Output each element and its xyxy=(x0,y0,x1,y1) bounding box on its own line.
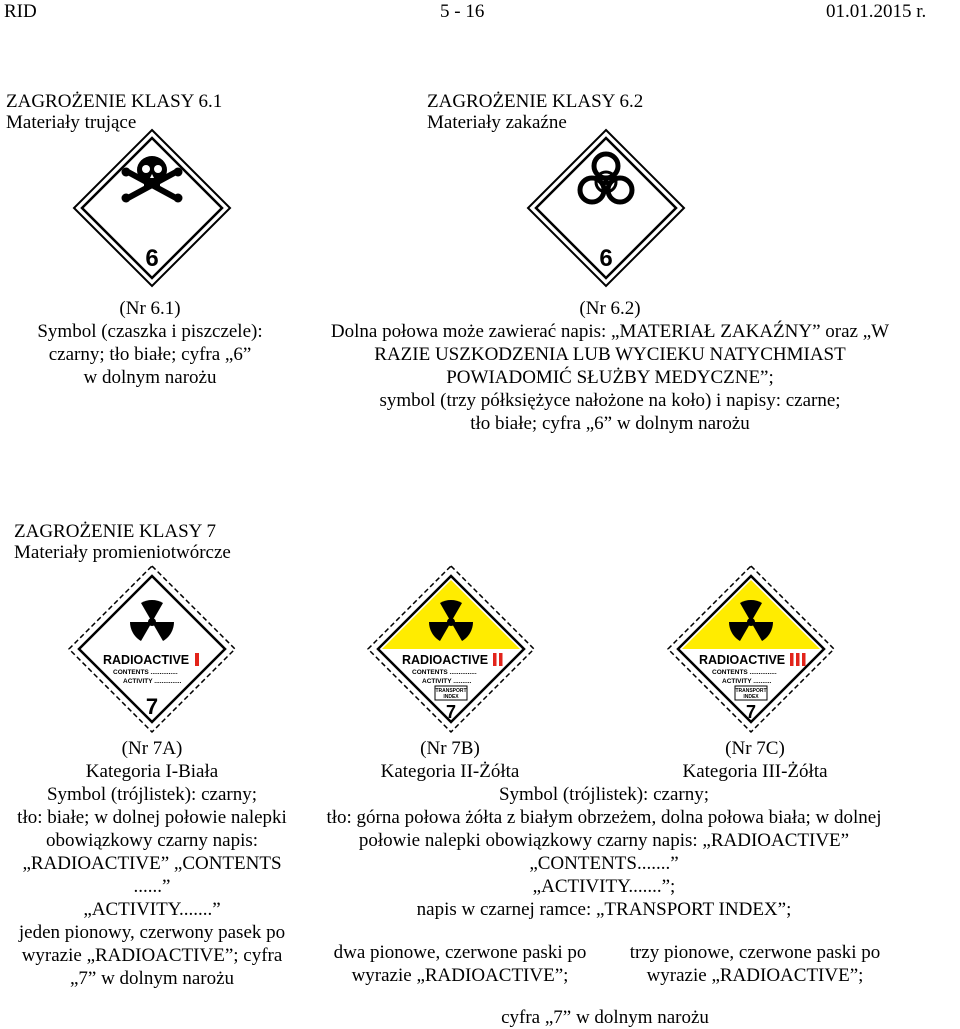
caption-line: „ACTIVITY.......” xyxy=(83,899,221,920)
class7a-caption xyxy=(0,737,304,990)
activity-text: ACTIVITY ............... xyxy=(123,678,182,685)
caption-line: (Nr 7B) xyxy=(420,738,480,759)
caption-line: (Nr 6.1) xyxy=(119,298,181,319)
caption-line: czarny; tło białe; cyfra „6” xyxy=(48,344,252,365)
caption-line: (Nr 7A) xyxy=(121,738,183,759)
caption-line: jeden pionowy, czerwony pasek po xyxy=(18,922,286,943)
class7bc-caption xyxy=(304,783,904,921)
class7a-label-number: 7 xyxy=(145,694,159,719)
caption-line: „7” w dolnym narożu xyxy=(69,968,235,989)
class62-subtitle: Materiały zakaźne xyxy=(427,112,567,133)
class62-caption xyxy=(300,297,920,435)
caption-line: wyrazie „RADIOACTIVE”; xyxy=(646,965,864,986)
class62-label-number: 6 xyxy=(599,245,613,272)
contents-text: CONTENTS ............... xyxy=(412,669,477,676)
index-text: INDEX xyxy=(743,694,759,700)
caption-line: Dolna połowa może zawierać napis: „MATERIAŁ ZAKAŹNY” oraz „W xyxy=(330,321,890,342)
caption-line: „CONTENTS.......” xyxy=(529,853,679,874)
caption-line: Symbol (czaszka i piszczele): xyxy=(37,321,263,342)
class7c-label-number: 7 xyxy=(745,702,757,722)
red-stripe xyxy=(802,653,806,666)
caption-line: Symbol (trójlistek): czarny; xyxy=(498,784,709,805)
activity-text: ACTIVITY .......... xyxy=(422,678,472,685)
caption-line: (Nr 7C) xyxy=(725,738,785,759)
class61-subtitle: Materiały trujące xyxy=(6,112,137,133)
class61-label xyxy=(72,128,232,288)
class7-subtitle: Materiały promieniotwórcze xyxy=(14,542,231,563)
red-stripe xyxy=(195,653,199,666)
class62-title: ZAGROŻENIE KLASY 6.2 xyxy=(427,91,644,112)
class7-footer: cyfra „7” w dolnym narożu xyxy=(501,1007,709,1028)
class7c-caption-tail xyxy=(600,941,910,987)
caption-line: symbol (trzy półksiężyce nałożone na koło) i napisy: czarne; xyxy=(379,390,841,411)
class61-label-number: 6 xyxy=(145,245,159,272)
caption-line: dwa pionowe, czerwone paski po xyxy=(333,942,587,963)
radioactive-word: RADIOACTIVE xyxy=(103,653,190,667)
red-stripe xyxy=(796,653,800,666)
class7c-label xyxy=(666,564,836,734)
caption-line: w dolnym narożu xyxy=(83,367,217,388)
caption-line: „ACTIVITY.......”; xyxy=(532,876,676,897)
caption-line: tło białe; cyfra „6” w dolnym narożu xyxy=(470,413,750,434)
class61-title: ZAGROŻENIE KLASY 6.1 xyxy=(6,91,223,112)
class7c-caption-head xyxy=(610,737,900,783)
class7-title: ZAGROŻENIE KLASY 7 xyxy=(14,521,216,542)
caption-line: Symbol (trójlistek): czarny; xyxy=(46,784,257,805)
transport-text: TRANSPORT xyxy=(735,688,767,694)
header-right: 01.01.2015 r. xyxy=(826,1,927,22)
class7a-label xyxy=(67,564,237,734)
class7b-label-number: 7 xyxy=(445,702,457,722)
red-stripe xyxy=(790,653,794,666)
caption-line: trzy pionowe, czerwone paski po xyxy=(629,942,881,963)
caption-line: tło: górna połowa żółta z białym obrzeżem, dolna połowa biała; w dolnej xyxy=(326,807,882,828)
caption-line: połowie nalepki obowiązkowy czarny napis: „RADIOACTIVE” xyxy=(358,830,850,851)
index-text: INDEX xyxy=(443,694,459,700)
red-stripe xyxy=(493,653,497,666)
transport-text: TRANSPORT xyxy=(435,688,467,694)
activity-text: ACTIVITY .......... xyxy=(722,678,772,685)
caption-line: POWIADOMIĆ SŁUŻBY MEDYCZNE”; xyxy=(446,367,774,388)
caption-line: wyrazie „RADIOACTIVE”; xyxy=(351,965,569,986)
caption-line: Kategoria II-Żółta xyxy=(380,761,520,782)
red-stripe xyxy=(499,653,503,666)
caption-line: ......” xyxy=(133,876,171,897)
radioactive-word: RADIOACTIVE xyxy=(402,653,489,667)
caption-line: obowiązkowy czarny napis: xyxy=(45,830,259,851)
caption-line: Kategoria I-Biała xyxy=(85,761,219,782)
caption-line: (Nr 6.2) xyxy=(579,298,641,319)
caption-line: wyrazie „RADIOACTIVE”; cyfra xyxy=(21,945,283,966)
caption-line: „RADIOACTIVE” „CONTENTS xyxy=(22,853,282,874)
caption-line: RAZIE USZKODZENIA LUB WYCIEKU NATYCHMIAST xyxy=(374,344,846,365)
class7b-caption-tail xyxy=(300,941,620,987)
class7b-label xyxy=(366,564,536,734)
caption-line: tło: białe; w dolnej połowie nalepki xyxy=(17,807,287,828)
class62-label xyxy=(526,128,686,288)
class61-caption xyxy=(10,297,290,389)
contents-text: CONTENTS ............... xyxy=(712,669,777,676)
header-center: 5 - 16 xyxy=(440,1,485,22)
caption-line: Kategoria III-Żółta xyxy=(682,761,828,782)
class7b-caption-head xyxy=(300,737,600,783)
header-left: RID xyxy=(4,1,37,22)
radioactive-word: RADIOACTIVE xyxy=(699,653,786,667)
contents-text: CONTENTS ............... xyxy=(113,669,178,676)
caption-line: napis w czarnej ramce: „TRANSPORT INDEX”; xyxy=(416,899,792,920)
